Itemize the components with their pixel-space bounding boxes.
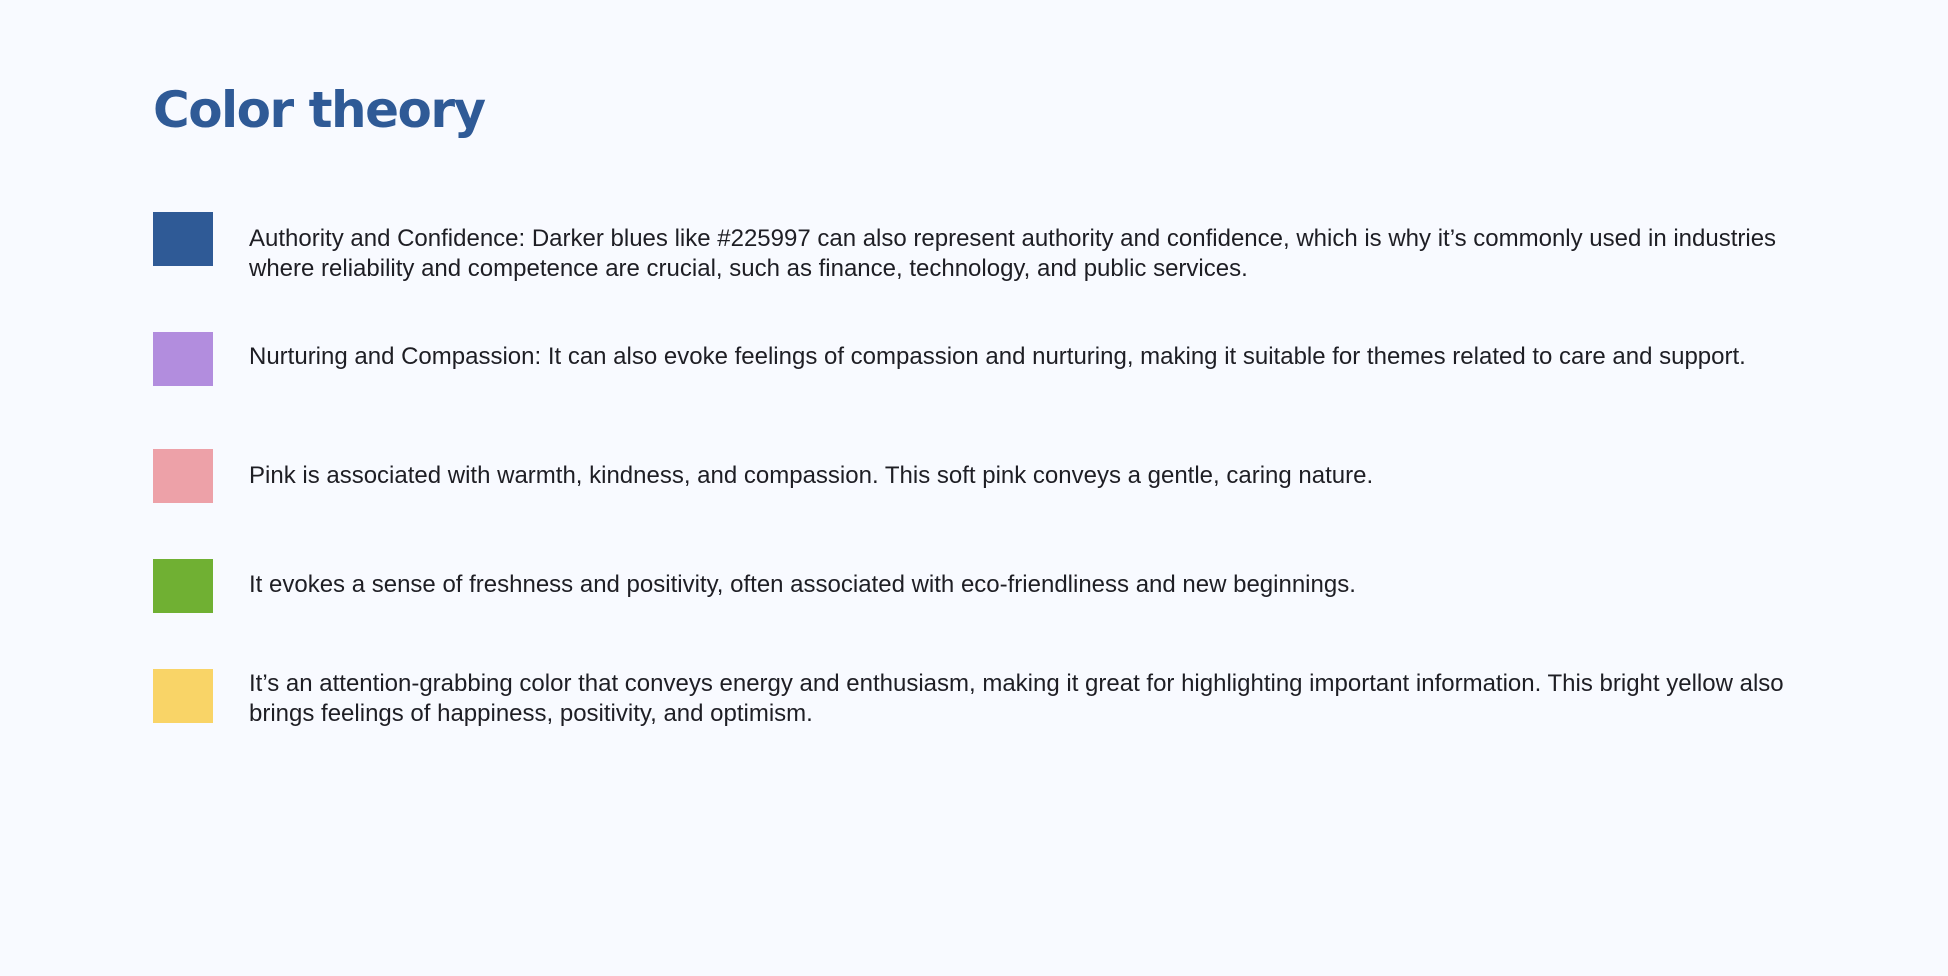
color-swatch-purple [153,332,213,386]
color-row-yellow [153,669,1803,729]
color-swatch-yellow [153,669,213,723]
color-description-green: It evokes a sense of freshness and positivity, often associated with eco-friendliness and new beginnings. [249,571,1356,598]
color-description-purple: Nurturing and Compassion: It can also evoke feelings of compassion and nurturing, making it suitable for themes related to care and support. [249,343,1746,370]
color-row-pink [153,449,1803,503]
page-title: Color theory [153,81,485,139]
color-row-purple [153,332,1803,386]
color-swatch-green [153,559,213,613]
color-description-yellow: It’s an attention-grabbing color that conveys energy and enthusiasm, making it great for highlighting important information. This bright yellow also brings feelings of happiness, positivity, and optimism. [249,670,1784,727]
color-theory-page [153,78,1803,727]
color-row-blue [153,212,1803,284]
color-swatch-pink [153,449,213,503]
color-row-green [153,559,1803,613]
color-description-pink: Pink is associated with warmth, kindness, and compassion. This soft pink conveys a gentle, caring nature. [249,462,1374,489]
color-description-blue: Authority and Confidence: Darker blues like #225997 can also represent authority and confidence, which is why it’s commonly used in industries where reliability and competence are crucial, such as finance, technology, and public services. [249,225,1777,282]
color-swatch-blue [153,212,213,266]
